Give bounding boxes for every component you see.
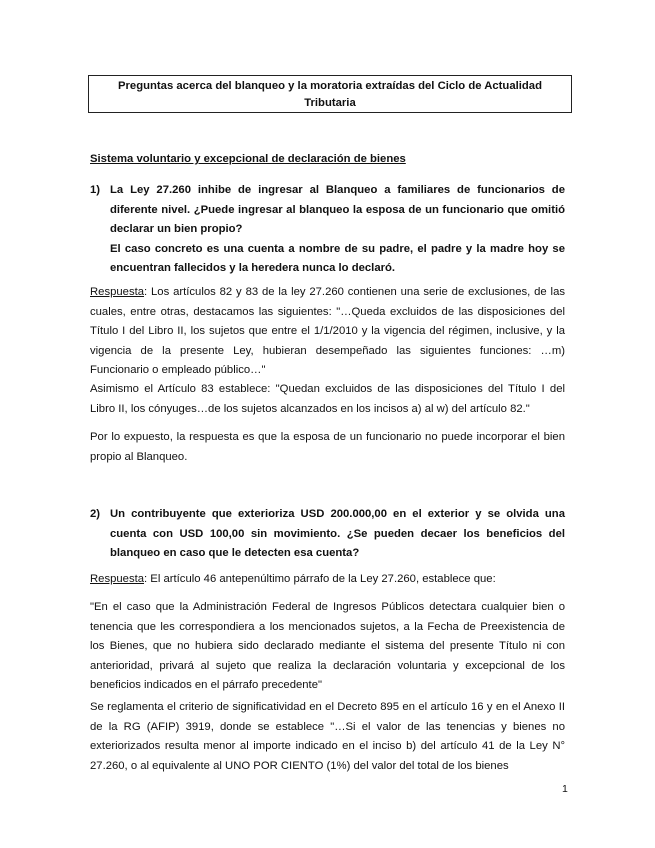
answer-1-paragraph-2: Asimismo el Artículo 83 establece: "Quedan excluidos de las disposiciones del Título I del Libro II, los cónyuges…de los sujetos alcanzados en los incisos a) al w) del artículo 82." xyxy=(90,383,565,415)
answer-2-quote: "En el caso que la Administración Federal de Ingresos Públicos detectara cualquier bien o tenencia que les correspondiera a los mencionados sujetos, a la Fecha de Preexistencia de los Bienes, que no hubiera sido declarado mediante el sistema del presente Título ni con anterioridad, privará al sujeto que realiza la declaración voluntaria y excepcional de los beneficios indicados en el párrafo precedente" xyxy=(90,601,565,692)
title-line-2: Tributaria xyxy=(304,97,356,109)
answer-1-text: : Los artículos 82 y 83 de la ley 27.260 contienen una serie de exclusiones, de las cuales, entre otras, destacamos las siguientes: "…Queda excluidos de las disposiciones del Título I del Libro II, los sujetos que entre el 1/1/2010 y la vigencia del régimen, inclusive, y la vigencia de la presente Ley, hubieran desempeñado las siguientes funciones: …m) Funcionario o empleado público…" xyxy=(90,286,565,377)
question-1 xyxy=(90,181,565,279)
question-1-number: 1) xyxy=(90,184,101,196)
answer-2-paragraph-1 xyxy=(90,570,565,590)
section-heading: Sistema voluntario y excepcional de declaración de bienes xyxy=(90,153,406,165)
question-2-number: 2) xyxy=(90,508,101,520)
question-1-text: La Ley 27.260 inhibe de ingresar al Blanqueo a familiares de funcionarios de diferente nivel. ¿Puede ingresar al blanqueo la esposa de un funcionario que omitió declarar un bien propio? xyxy=(110,184,565,236)
page-number: 1 xyxy=(562,783,568,795)
answer-1-paragraph-3: Por lo expuesto, la respuesta es que la esposa de un funcionario no puede incorporar el bien propio al Blanqueo. xyxy=(90,431,565,463)
answer-2-paragraph-3: Se reglamenta el criterio de significatividad en el Decreto 895 en el artículo 16 y en el Anexo II de la RG (AFIP) 3919, donde se establece "…Si el valor de las tenencias y bienes no exteriorizados resulta menor al importe indicado en el inciso b) del artículo 41 de la Ley N° 27.260, o al equivalente al UNO POR CIENTO (1%) del valor del total de los bienes xyxy=(90,701,565,772)
question-2 xyxy=(90,505,565,564)
answer-1-paragraph-1 xyxy=(90,283,565,381)
question-2-text: Un contribuyente que exterioriza USD 200.000,00 en el exterior y se olvida una cuenta con USD 100,00 sin movimiento. ¿Se pueden decaer los beneficios del blanqueo en caso que le detecten esa cuenta? xyxy=(110,508,565,560)
answer-2-label: Respuesta xyxy=(90,573,145,585)
answer-2-text: : El artículo 46 antepenúltimo párrafo de la Ley 27.260, establece que: xyxy=(144,573,496,585)
document-title-box xyxy=(88,75,572,113)
title-line-1: Preguntas acerca del blanqueo y la moratoria extraídas del Ciclo de Actualidad xyxy=(118,80,542,92)
question-1-detail: El caso concreto es una cuenta a nombre de su padre, el padre y la madre hoy se encuentran fallecidos y la heredera nunca lo declaró. xyxy=(110,242,565,275)
answer-1-label: Respuesta xyxy=(90,286,145,298)
